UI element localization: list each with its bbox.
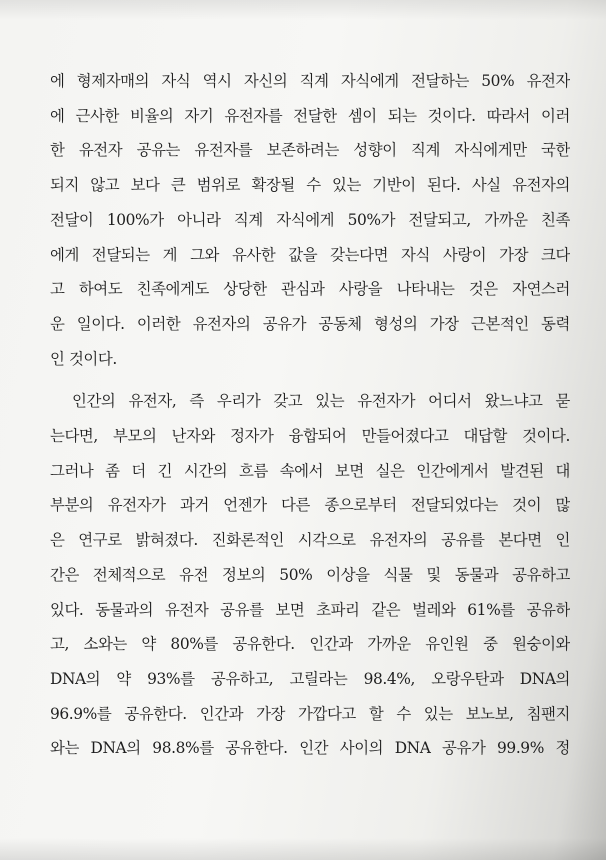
paragraph-2 bbox=[50, 384, 570, 766]
text-line: 있다. 동물과의 유전자 공유를 보면 초파리 같은 벌레와 61%를 공유하 bbox=[50, 600, 570, 619]
text-line: 간은 전체적으로 유전 정보의 50% 이상을 식물 및 동물과 공유하고 bbox=[50, 565, 570, 584]
body-text bbox=[50, 64, 570, 766]
text-line: 그러나 좀 더 긴 시간의 흐름 속에서 보면 실은 인간에게서 발견된 대 bbox=[50, 461, 570, 480]
text-line: 는다면, 부모의 난자와 정자가 융합되어 만들어졌다고 대답할 것이다. bbox=[50, 427, 570, 446]
text-line: 운 일이다. 이러한 유전자의 공유가 공동체 형성의 가장 근본적인 동력 bbox=[50, 314, 570, 333]
paragraph-1 bbox=[50, 64, 570, 376]
page-top-shadow bbox=[0, 0, 606, 20]
text-line: 고, 소와는 약 80%를 공유한다. 인간과 가까운 유인원 중 원숭이와 bbox=[50, 635, 570, 654]
text-line: 96.9%를 공유한다. 인간과 가장 가깝다고 할 수 있는 보노보, 침팬지 bbox=[50, 704, 570, 723]
text-line: 인 것이다. bbox=[50, 349, 117, 368]
page-bottom-shadow bbox=[0, 838, 606, 860]
text-line: 은 연구로 밝혀졌다. 진화론적인 시각으로 유전자의 공유를 본다면 인 bbox=[50, 531, 570, 550]
text-line: 에게 전달되는 게 그와 유사한 값을 갖는다면 자식 사랑이 가장 크다 bbox=[50, 245, 570, 264]
text-line: 한 유전자 공유는 유전자를 보존하려는 성향이 직계 자식에게만 국한 bbox=[50, 141, 570, 160]
text-line: 부분의 유전자가 과거 언젠가 다른 종으로부터 전달되었다는 것이 많 bbox=[50, 496, 570, 515]
text-line: 인간의 유전자, 즉 우리가 갖고 있는 유전자가 어디서 왔느냐고 묻 bbox=[72, 392, 570, 411]
text-line: 고 하여도 친족에게도 상당한 관심과 사랑을 나타내는 것은 자연스러 bbox=[50, 280, 570, 299]
text-line: 와는 DNA의 98.8%를 공유한다. 인간 사이의 DNA 공유가 99.9% 정 bbox=[50, 739, 570, 758]
text-line: DNA의 약 93%를 공유하고, 고릴라는 98.4%, 오랑우탄과 DNA의 bbox=[50, 669, 570, 688]
text-line: 되지 않고 보다 큰 범위로 확장될 수 있는 기반이 된다. 사실 유전자의 bbox=[50, 176, 570, 195]
text-line: 에 근사한 비율의 자기 유전자를 전달한 셈이 되는 것이다. 따라서 이러 bbox=[50, 106, 570, 125]
text-line: 에 형제자매의 자식 역시 자신의 직계 자식에게 전달하는 50% 유전자 bbox=[50, 72, 570, 90]
text-line: 전달이 100%가 아니라 직계 자식에게 50%가 전달되고, 가까운 친족 bbox=[50, 210, 570, 229]
